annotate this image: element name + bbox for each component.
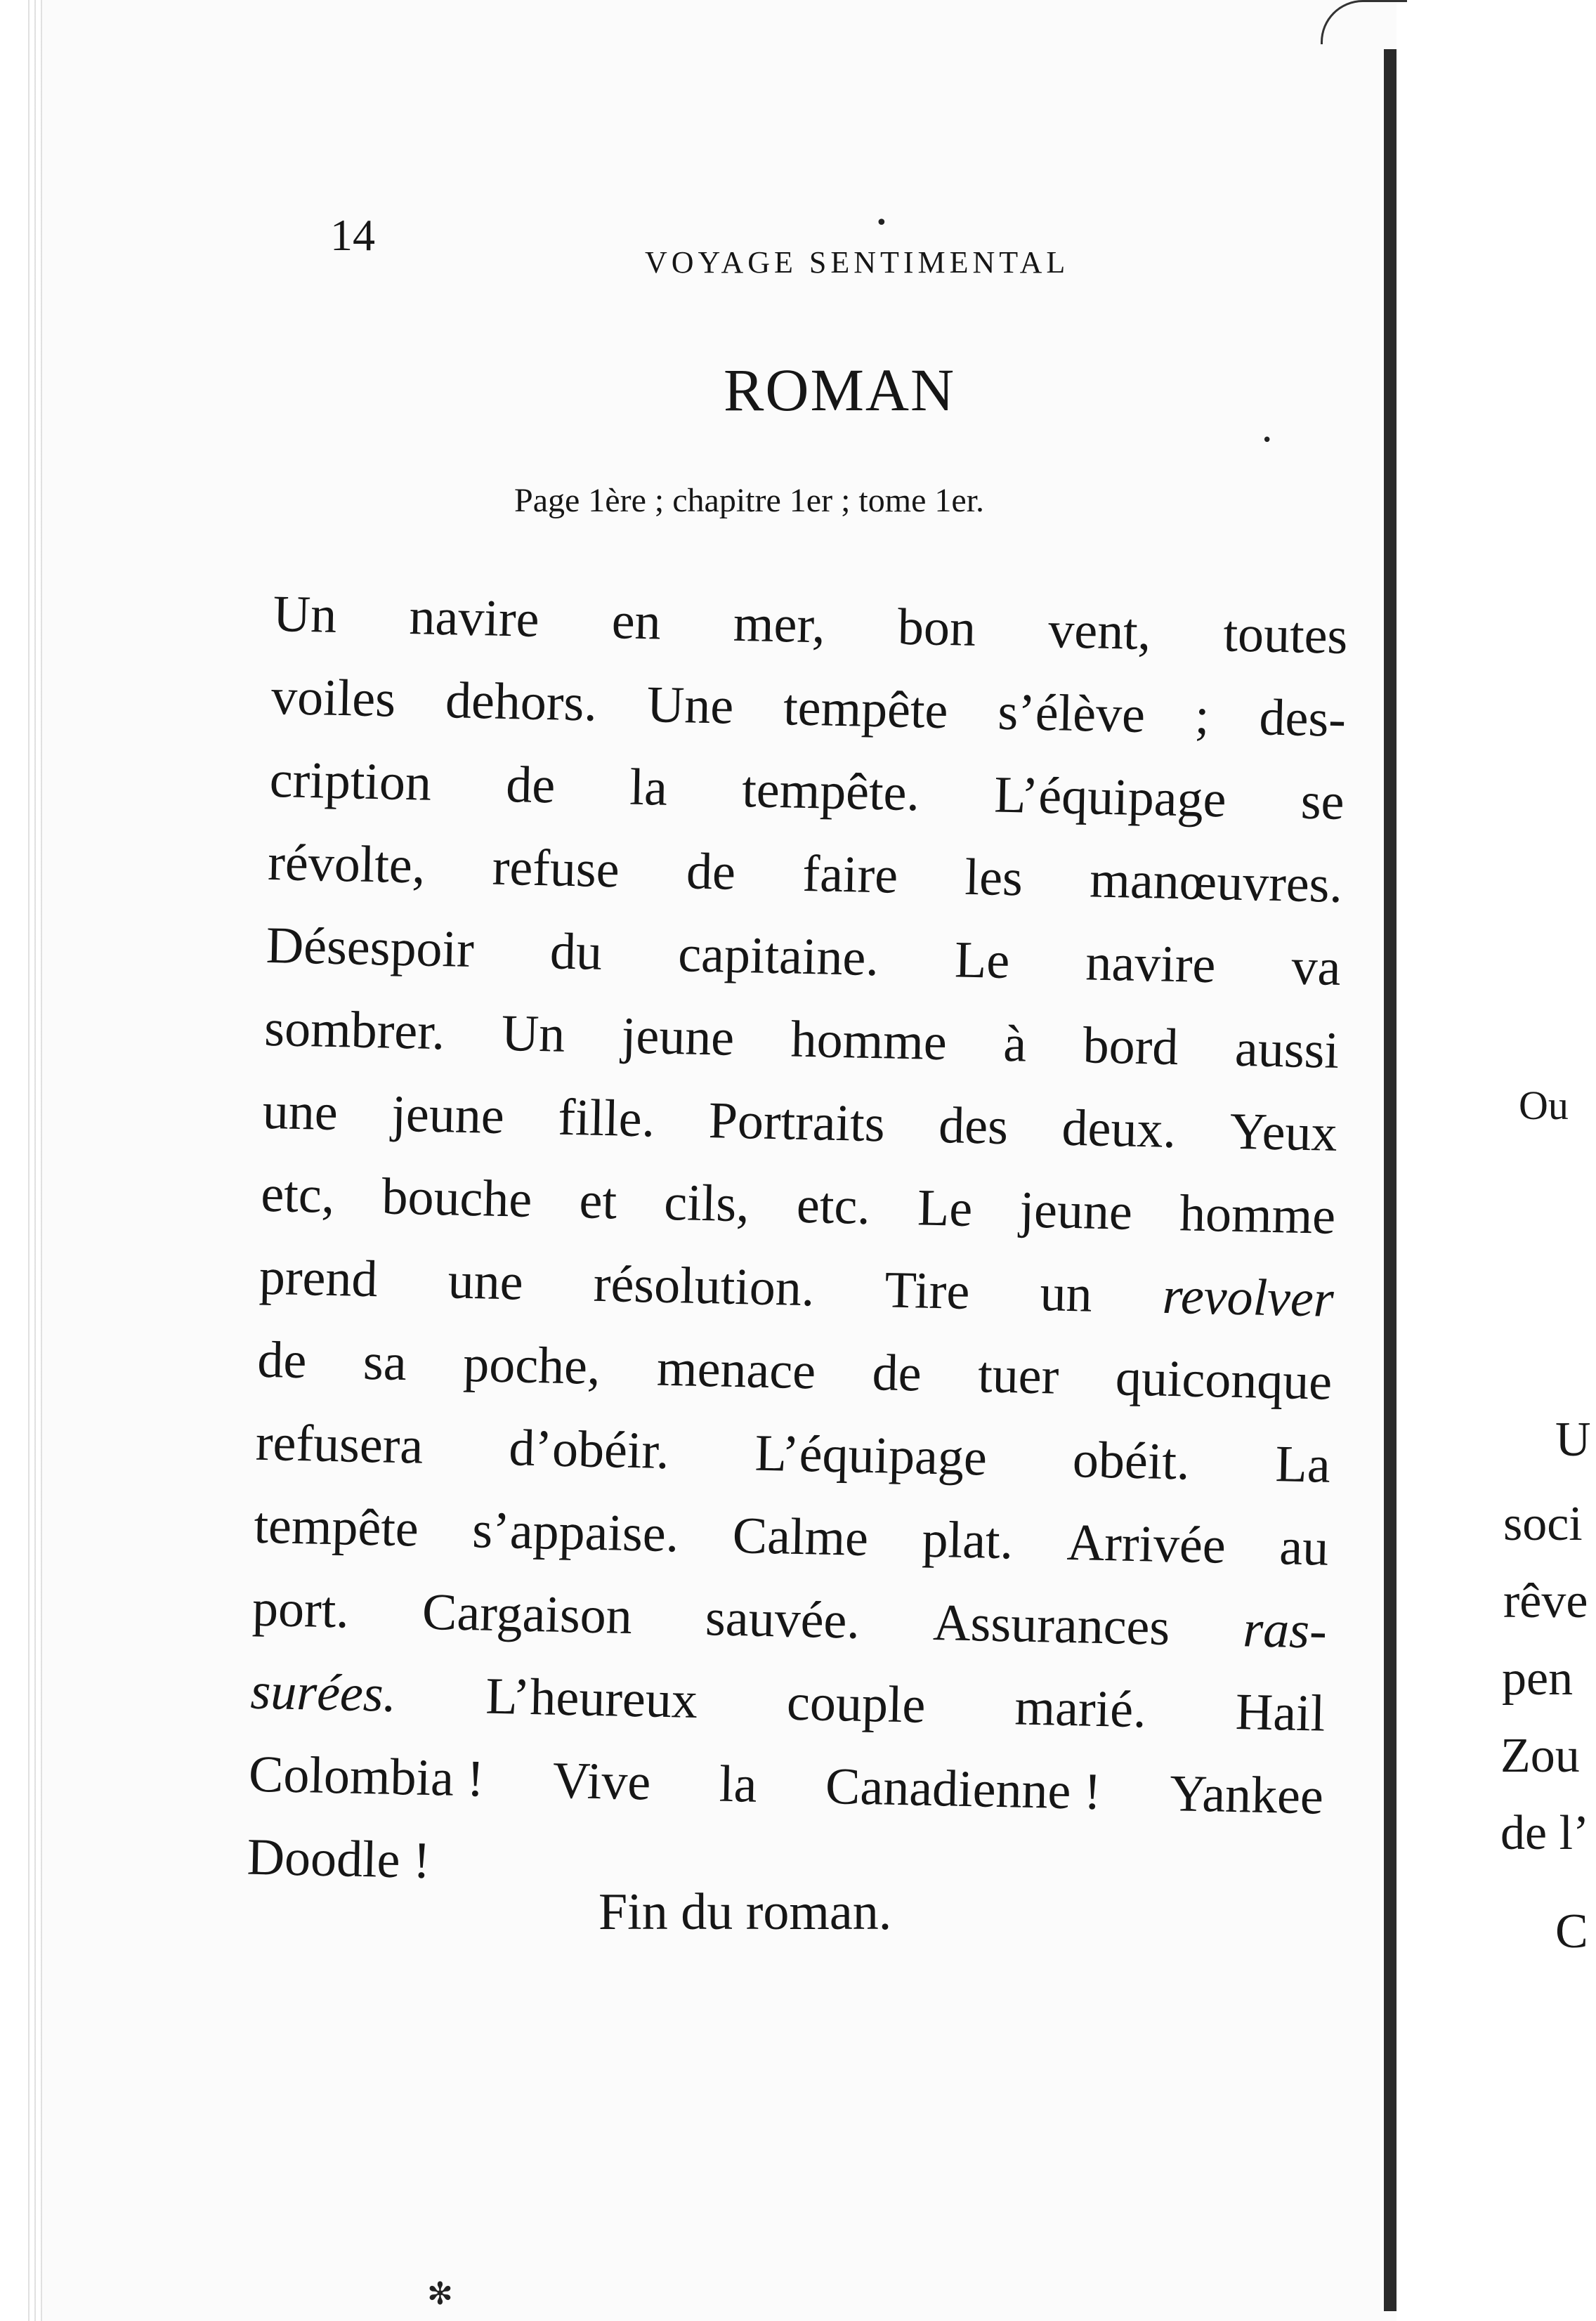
right-page: [1396, 0, 1596, 2321]
word: manœuvres.: [1089, 851, 1343, 914]
word: navire: [408, 588, 540, 648]
word: Désespoir: [266, 916, 475, 979]
word: sa: [362, 1333, 407, 1392]
word: bouche: [381, 1168, 533, 1229]
word: va: [1290, 938, 1342, 997]
word: bord: [1082, 1016, 1179, 1077]
word: de: [505, 755, 556, 815]
word: de: [686, 842, 736, 901]
word: les: [964, 848, 1023, 908]
word: tempête: [253, 1496, 419, 1558]
body-paragraph: [246, 573, 1348, 1921]
facing-page-fragment: U: [1555, 1413, 1591, 1467]
word: jeune: [1019, 1181, 1133, 1241]
word: L’équipage: [754, 1424, 988, 1487]
word: Canadienne !: [825, 1757, 1102, 1822]
word: Assurances: [932, 1593, 1171, 1657]
word: dehors.: [445, 672, 598, 733]
chapter-subtitle: Page 1ère ; chapitre 1er ; tome 1er.: [514, 482, 985, 519]
facing-page-fragment: Ou: [1519, 1083, 1569, 1128]
ink-mark: ✻: [427, 2276, 453, 2312]
facing-page-fragment: de l’: [1500, 1806, 1590, 1860]
word: couple: [786, 1673, 927, 1734]
word: Cargaison: [421, 1583, 633, 1645]
word: poche,: [462, 1335, 601, 1396]
word: une: [262, 1082, 339, 1142]
word: toutes: [1222, 605, 1349, 666]
word: à: [1002, 1014, 1028, 1073]
word: une: [447, 1252, 524, 1312]
word: jeune: [391, 1085, 505, 1146]
chapter-title: ROMAN: [724, 356, 956, 424]
word: Un: [501, 1004, 566, 1064]
word: Yeux: [1229, 1102, 1338, 1163]
word: ;: [1194, 687, 1210, 745]
word: prend: [259, 1248, 379, 1309]
word: du: [549, 922, 603, 981]
word: quiconque: [1115, 1349, 1333, 1411]
word: capitaine.: [677, 925, 879, 988]
word: Le: [917, 1179, 974, 1238]
running-head: VOYAGE SENTIMENTAL: [645, 245, 1070, 280]
word: Doodle !: [246, 1828, 431, 1890]
word: etc,: [260, 1165, 336, 1224]
word: sombrer.: [263, 999, 446, 1061]
word: se: [1300, 772, 1345, 831]
word: voiles: [270, 667, 396, 728]
ink-dot: •: [875, 211, 888, 235]
facing-page-fragment: Zou: [1500, 1729, 1580, 1783]
facing-page-fragment: C: [1555, 1904, 1588, 1959]
facing-page-fragment: pen: [1502, 1652, 1574, 1706]
word: des-: [1258, 688, 1347, 748]
word: bon: [897, 598, 976, 658]
word: La: [1274, 1435, 1331, 1494]
word: Le: [954, 931, 1011, 990]
word: fille.: [557, 1088, 655, 1149]
end-line: Fin du roman.: [598, 1883, 892, 1941]
word: homme: [790, 1010, 948, 1072]
word: Colombia !: [248, 1745, 485, 1808]
word: Hail: [1235, 1683, 1326, 1743]
word: obéit.: [1072, 1431, 1191, 1491]
word: refuse: [491, 838, 620, 899]
word: mer,: [733, 594, 826, 655]
word: L’équipage: [993, 766, 1227, 829]
word: d’obéir.: [508, 1419, 670, 1481]
word: tuer: [977, 1346, 1060, 1406]
word: Yankee: [1169, 1765, 1324, 1826]
word: port.: [251, 1579, 350, 1640]
word: homme: [1179, 1184, 1336, 1246]
word: Portraits: [707, 1092, 886, 1153]
word: en: [610, 592, 662, 651]
word: revolver: [1162, 1267, 1335, 1328]
word: révolte,: [267, 833, 426, 895]
word: Tire: [884, 1261, 971, 1321]
word: des: [938, 1096, 1009, 1156]
word: etc.: [796, 1176, 871, 1236]
word: sauvée.: [705, 1589, 861, 1650]
word: au: [1278, 1518, 1330, 1577]
word: faire: [802, 844, 898, 905]
word: plat.: [921, 1510, 1014, 1571]
word: vent,: [1047, 601, 1152, 662]
word: s’élève: [997, 683, 1146, 745]
word: tempête: [783, 679, 949, 740]
word: menace: [656, 1339, 816, 1401]
word: Un: [272, 584, 338, 644]
word: de: [871, 1344, 922, 1403]
word: tempête.: [741, 761, 920, 823]
word: aussi: [1234, 1019, 1340, 1080]
word: la: [629, 758, 668, 817]
word: Calme: [732, 1506, 869, 1568]
word: ras-: [1242, 1600, 1328, 1660]
word: surées.: [249, 1662, 398, 1723]
word: un: [1039, 1264, 1093, 1323]
word: marié.: [1014, 1678, 1147, 1739]
word: refusera: [255, 1413, 424, 1475]
gutter-shadow: [1384, 49, 1396, 2311]
word: Vive: [552, 1751, 652, 1812]
word: deux.: [1061, 1099, 1177, 1160]
facing-page-fragment: soci: [1503, 1497, 1583, 1551]
word: jeune: [621, 1007, 735, 1067]
word: de: [256, 1331, 308, 1390]
word: cription: [268, 750, 432, 812]
word: la: [719, 1755, 758, 1814]
page-number: 14: [330, 210, 375, 260]
word: s’appaise.: [471, 1501, 680, 1564]
word: résolution.: [593, 1255, 816, 1318]
word: navire: [1085, 934, 1217, 995]
word: Arrivée: [1066, 1513, 1227, 1575]
ink-dot: •: [1262, 430, 1273, 451]
word: et: [578, 1172, 617, 1231]
facing-page-fragment: rêve: [1503, 1574, 1588, 1628]
word: cils,: [663, 1173, 750, 1234]
word: Une: [646, 676, 735, 735]
word: L’heureux: [485, 1667, 698, 1730]
